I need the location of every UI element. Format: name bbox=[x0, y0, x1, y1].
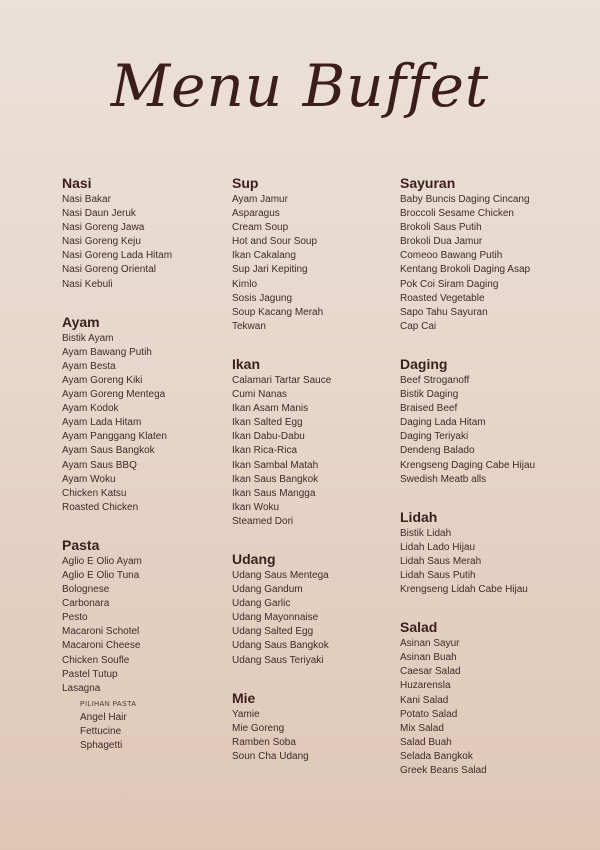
menu-item: Pok Coi Siram Daging bbox=[400, 278, 499, 290]
menu-item: Broccoli Sesame Chicken bbox=[400, 208, 514, 220]
menu-section-udang bbox=[232, 550, 397, 668]
menu-item: Krengseng Lidah Cabe Hijau bbox=[400, 584, 528, 596]
menu-item: Swedish Meatb alls bbox=[400, 473, 487, 485]
menu-item: Cumi Nanas bbox=[232, 389, 288, 401]
menu-item: Nasi Daun Jeruk bbox=[62, 208, 136, 220]
menu-item: Asinan Sayur bbox=[400, 638, 460, 650]
menu-section-mie bbox=[232, 689, 397, 764]
menu-section-lidah bbox=[400, 508, 590, 597]
menu-item: Ikan Rica-Rica bbox=[232, 445, 298, 457]
menu-item: Hot and Sour Soup bbox=[232, 236, 318, 248]
menu-item: Udang Saus Mentega bbox=[232, 569, 329, 581]
menu-item: Daging Teriyaki bbox=[400, 431, 469, 443]
menu-item: Roasted Chicken bbox=[62, 501, 139, 513]
menu-item: Asinan Buah bbox=[400, 652, 457, 664]
menu-item: Calamari Tartar Sauce bbox=[232, 374, 332, 386]
section-title: Nasi bbox=[62, 175, 92, 191]
menu-item: Nasi Bakar bbox=[62, 194, 111, 205]
menu-item: Steamed Dori bbox=[232, 515, 294, 527]
menu-item: Tekwan bbox=[232, 320, 266, 332]
menu-item: Ayam Bawang Putih bbox=[62, 346, 152, 358]
menu-item: Selada Bangkok bbox=[400, 750, 473, 762]
menu-item: Krengseng Daging Cabe Hijau bbox=[400, 459, 536, 471]
menu-item: Udang Saus Teriyaki bbox=[232, 654, 324, 666]
menu-item: Sapo Tahu Sayuran bbox=[400, 306, 488, 318]
menu-item: Braised Beef bbox=[400, 403, 458, 415]
menu-item: Bistik Ayam bbox=[62, 332, 114, 344]
menu-title: Menu Buffet bbox=[110, 52, 490, 120]
section-title: Sup bbox=[232, 175, 259, 191]
menu-item: Lidah Lado Hijau bbox=[400, 541, 476, 553]
menu-item: Ikan Salted Egg bbox=[232, 417, 303, 429]
menu-item: Salad Buah bbox=[400, 736, 452, 748]
menu-item: Udang Garlic bbox=[232, 598, 291, 610]
section-title: Ikan bbox=[232, 355, 261, 372]
menu-item: Roasted Vegetable bbox=[400, 292, 485, 304]
menu-item: Potato Salad bbox=[400, 708, 458, 720]
menu-item: Ikan Saus Mangga bbox=[232, 487, 316, 499]
menu-column-3 bbox=[400, 174, 590, 799]
menu-item: Udang Gandum bbox=[232, 584, 303, 596]
menu-item: Bistik Daging bbox=[400, 389, 459, 401]
menu-item: Nasi Goreng Keju bbox=[62, 236, 141, 248]
menu-section-sayuran bbox=[400, 174, 590, 334]
menu-item: Chicken Katsu bbox=[62, 487, 127, 499]
menu-item: Nasi Goreng Jawa bbox=[62, 222, 145, 234]
menu-item: Nasi Goreng Oriental bbox=[62, 264, 156, 276]
menu-item: Soup Kacang Merah bbox=[232, 306, 324, 318]
menu-item: Mix Salad bbox=[400, 722, 444, 734]
menu-item: Ayam Goreng Mentega bbox=[62, 389, 166, 401]
menu-item: Macaroni Schotel bbox=[62, 626, 140, 638]
menu-item: Comeoo Bawang Putih bbox=[400, 250, 503, 262]
menu-item: Ayam Jamur bbox=[232, 194, 288, 205]
menu-section-daging bbox=[400, 355, 590, 487]
menu-item: Baby Buncis Daging Cincang bbox=[400, 194, 530, 205]
menu-item: Asparagus bbox=[232, 208, 280, 220]
menu-section-ikan bbox=[232, 355, 397, 529]
menu-item: Lidah Saus Merah bbox=[400, 555, 482, 567]
menu-column-1 bbox=[62, 174, 222, 774]
menu-item: Sup Jari Kepiting bbox=[232, 264, 308, 276]
menu-item: Mie Goreng bbox=[232, 722, 285, 734]
section-title: Sayuran bbox=[400, 175, 456, 191]
menu-item: Ayam Panggang Klaten bbox=[62, 431, 167, 443]
menu-item: Ikan Asam Manis bbox=[232, 403, 309, 415]
menu-item: Udang Mayonnaise bbox=[232, 612, 319, 624]
menu-item: Ayam Saus Bangkok bbox=[62, 445, 155, 457]
menu-item: Brokoli Dua Jamur bbox=[400, 236, 483, 248]
menu-item: Ikan Dabu-Dabu bbox=[232, 431, 305, 443]
menu-item: Pesto bbox=[62, 612, 88, 624]
menu-item: Aglio E Olio Ayam bbox=[62, 555, 142, 567]
menu-item: Yamie bbox=[232, 708, 260, 720]
menu-item: Udang Saus Bangkok bbox=[232, 640, 329, 652]
menu-item: Huzarensla bbox=[400, 680, 451, 692]
menu-item: Pastel Tutup bbox=[62, 668, 118, 680]
menu-item: Udang Salted Egg bbox=[232, 626, 314, 638]
menu-item: Bistik Lidah bbox=[400, 527, 452, 539]
menu-item: Kimlo bbox=[232, 278, 258, 290]
section-title: Lidah bbox=[400, 508, 438, 525]
menu-item: Bolognese bbox=[62, 584, 110, 596]
menu-column-2 bbox=[232, 174, 397, 785]
menu-item: Soun Cha Udang bbox=[232, 750, 309, 762]
section-title: Salad bbox=[400, 619, 438, 636]
menu-item: Ikan Saus Bangkok bbox=[232, 473, 319, 485]
menu-item: Ramben Soba bbox=[232, 736, 296, 748]
menu-item: Aglio E Olio Tuna bbox=[62, 569, 140, 581]
menu-item: Lidah Saus Putih bbox=[400, 569, 476, 581]
menu-item: Kentang Brokoli Daging Asap bbox=[400, 264, 531, 276]
menu-item: Ayam Lada Hitam bbox=[62, 417, 142, 429]
section-title: Pasta bbox=[62, 536, 100, 553]
menu-item: Ayam Goreng Kiki bbox=[62, 374, 143, 386]
menu-item: Daging Lada Hitam bbox=[400, 417, 486, 429]
menu-item: Brokoli Saus Putih bbox=[400, 222, 482, 234]
menu-section-nasi bbox=[62, 174, 222, 292]
pasta-option-item: Angel Hair bbox=[80, 711, 127, 723]
pasta-option-item: Fettucine bbox=[80, 725, 122, 737]
menu-item: Ikan Woku bbox=[232, 501, 280, 513]
menu-item: Ikan Sambal Matah bbox=[232, 459, 319, 471]
menu-item: Cap Cai bbox=[400, 320, 437, 332]
menu-item: Kani Salad bbox=[400, 694, 449, 706]
menu-section-sup bbox=[232, 174, 397, 334]
section-title: Ayam bbox=[62, 313, 100, 330]
menu-section-pasta bbox=[62, 536, 222, 753]
menu-section-ayam bbox=[62, 313, 222, 515]
menu-item: Sosis Jagung bbox=[232, 292, 293, 304]
section-title: Mie bbox=[232, 689, 256, 706]
menu-item: Ayam Kodok bbox=[62, 403, 119, 415]
pasta-option-item: Sphagetti bbox=[80, 740, 123, 751]
section-title: Daging bbox=[400, 355, 448, 372]
pasta-options-label: PILIHAN PASTA bbox=[80, 700, 137, 708]
menu-item: Greek Beans Salad bbox=[400, 765, 487, 776]
menu-item: Ayam Woku bbox=[62, 473, 116, 485]
menu-item: Beef Stroganoff bbox=[400, 374, 470, 386]
menu-item: Nasi Kebuli bbox=[62, 278, 113, 290]
menu-item: Chicken Soufle bbox=[62, 654, 130, 666]
menu-section-salad bbox=[400, 618, 590, 778]
menu-item: Ikan Cakalang bbox=[232, 250, 296, 262]
menu-item: Carbonara bbox=[62, 598, 110, 610]
menu-item: Lasagna bbox=[62, 682, 101, 694]
menu-item: Caesar Salad bbox=[400, 666, 461, 678]
menu-item: Ayam Saus BBQ bbox=[62, 459, 137, 471]
section-title: Udang bbox=[232, 550, 276, 567]
menu-item: Cream Soup bbox=[232, 222, 289, 234]
menu-item: Ayam Besta bbox=[62, 360, 116, 372]
menu-item: Nasi Goreng Lada Hitam bbox=[62, 250, 173, 262]
menu-item: Macaroni Cheese bbox=[62, 640, 141, 652]
menu-item: Dendeng Balado bbox=[400, 445, 475, 457]
